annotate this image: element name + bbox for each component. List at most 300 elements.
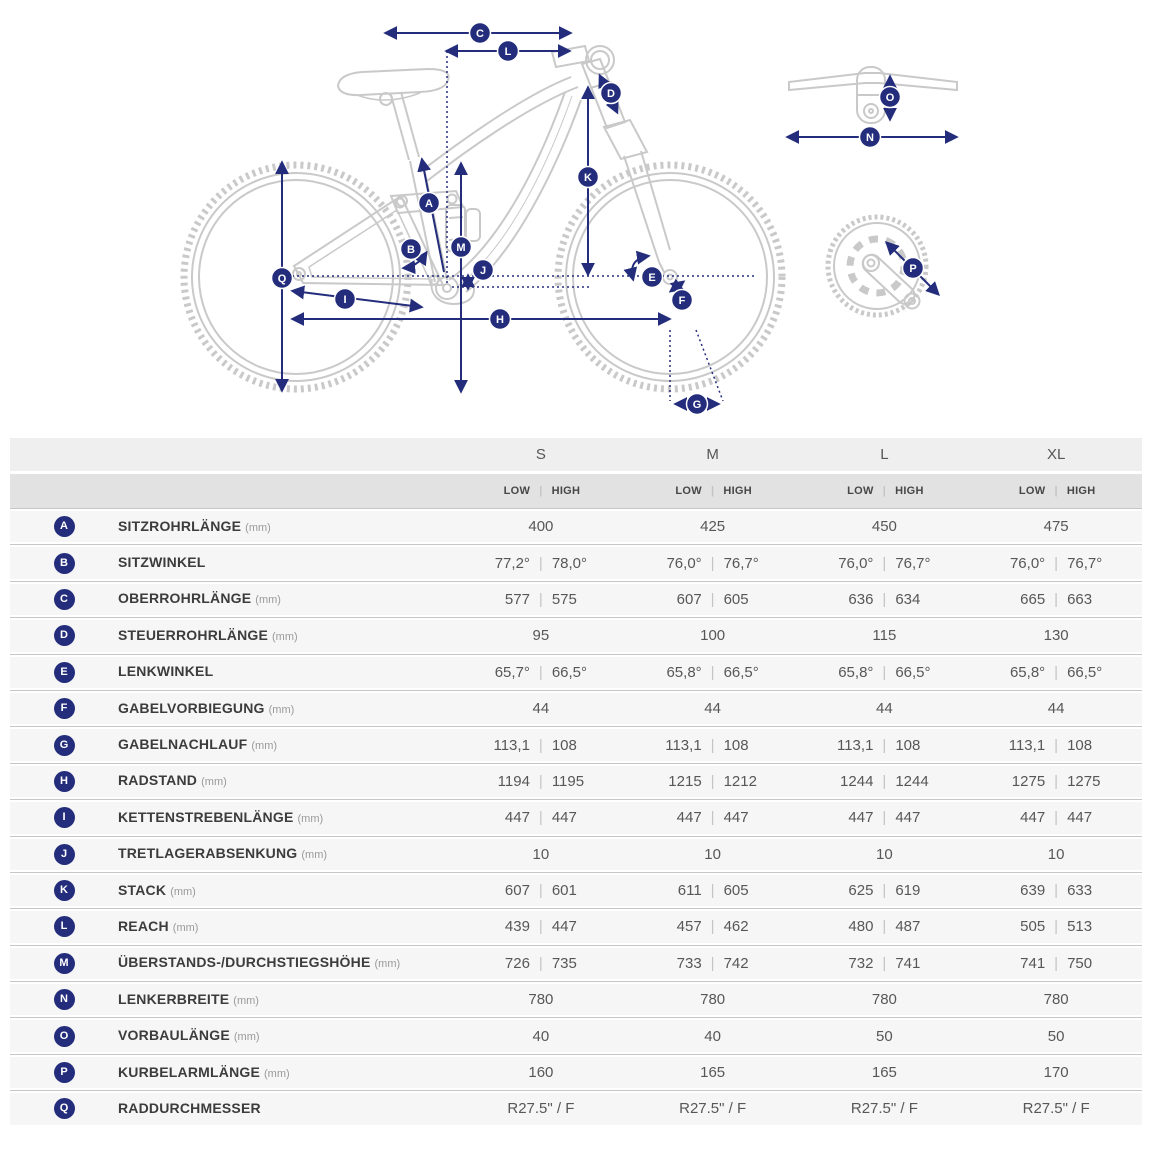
row-label-cell <box>118 882 455 900</box>
low-value: 733 <box>676 954 702 972</box>
value-cell-N-M <box>627 991 799 1008</box>
low-value: 1194 <box>497 772 530 790</box>
separator: | <box>538 882 543 900</box>
single-value: 400 <box>528 518 554 536</box>
value-cell-L-M <box>627 918 799 935</box>
single-value: 50 <box>1047 1027 1065 1045</box>
table-row-P <box>10 1054 1142 1090</box>
single-value: 44 <box>704 700 721 718</box>
row-label-cell <box>118 627 455 645</box>
separator: | <box>710 918 715 936</box>
separator: | <box>1054 485 1058 497</box>
badge-cell <box>10 698 118 719</box>
separator: | <box>1054 736 1059 754</box>
high-value: 601 <box>551 882 577 900</box>
high-value: 663 <box>1067 590 1093 608</box>
high-value: 108 <box>723 736 749 754</box>
frame-icon <box>410 77 581 292</box>
marker-badge-letter: P <box>909 262 917 275</box>
single-value: 165 <box>700 1064 726 1082</box>
badge-cell <box>10 1098 118 1119</box>
low-label: LOW <box>1018 485 1046 497</box>
single-value: 165 <box>871 1064 897 1082</box>
single-value: 100 <box>700 627 726 645</box>
high-value: 78,0° <box>551 554 588 572</box>
bike-geometry-diagram <box>0 0 1152 438</box>
separator: | <box>538 736 543 754</box>
separator: | <box>710 954 715 972</box>
separator: | <box>882 772 887 790</box>
single-value: 44 <box>1047 700 1065 718</box>
low-value: 77,2° <box>494 554 530 572</box>
high-value: 575 <box>551 590 577 608</box>
size-header-M <box>627 446 799 463</box>
value-cell-I-L <box>799 809 971 826</box>
lowhigh-header-L <box>799 485 971 497</box>
value-cell-A-S <box>455 518 627 535</box>
separator: | <box>538 554 543 572</box>
row-unit: (mm) <box>251 740 278 753</box>
row-label-cell <box>118 809 455 827</box>
table-row-O <box>10 1017 1142 1053</box>
low-value: 607 <box>676 590 702 608</box>
separator: | <box>882 882 887 900</box>
high-label: HIGH <box>1066 485 1096 497</box>
badge-cell <box>10 880 118 901</box>
single-value: 40 <box>704 1027 721 1045</box>
low-value: 1215 <box>668 772 702 790</box>
low-value: 447 <box>1020 809 1046 827</box>
row-marker-badge-C: C <box>54 589 75 610</box>
row-label: SITZWINKEL <box>118 554 206 571</box>
low-value: 439 <box>504 918 530 936</box>
value-cell-G-L <box>799 737 971 754</box>
badge-cell <box>10 516 118 537</box>
marker-badge-letter: N <box>866 131 874 144</box>
high-value: 487 <box>895 918 921 936</box>
high-value: 1195 <box>551 772 585 790</box>
single-value: 450 <box>871 518 897 536</box>
value-cell-M-XL <box>970 955 1142 972</box>
value-cell-L-XL <box>970 918 1142 935</box>
value-cell-A-XL <box>970 518 1142 535</box>
value-cell-J-L <box>799 846 971 863</box>
low-value: 639 <box>1020 882 1046 900</box>
separator: | <box>710 736 715 754</box>
row-label: KETTENSTREBENLÄNGE <box>118 808 294 825</box>
row-marker-badge-D: D <box>54 625 75 646</box>
row-unit: (mm) <box>272 630 298 643</box>
row-label-cell <box>118 991 455 1009</box>
row-marker-badge-L: L <box>54 916 75 937</box>
row-label: ÜBERSTANDS-/DURCHSTIEGSHÖHE <box>118 954 371 971</box>
single-value: R27.5" / F <box>1022 1100 1090 1118</box>
separator: | <box>710 882 715 900</box>
separator: | <box>1054 882 1059 900</box>
single-value: 780 <box>871 991 897 1009</box>
single-value: 130 <box>1043 627 1069 645</box>
marker-badge-letter: I <box>343 293 347 306</box>
row-label-cell <box>118 663 455 681</box>
row-label-cell <box>118 918 455 936</box>
value-cell-L-L <box>799 918 971 935</box>
row-marker-badge-A: A <box>54 516 75 537</box>
low-value: 447 <box>504 809 530 827</box>
low-value: 726 <box>504 954 530 972</box>
value-cell-P-S <box>455 1064 627 1081</box>
high-value: 462 <box>723 918 749 936</box>
row-unit: (mm) <box>264 1067 290 1080</box>
size-header-S <box>455 446 627 463</box>
marker-badge-letter: E <box>648 271 656 284</box>
table-row-H <box>10 763 1142 799</box>
row-label-cell <box>118 554 455 572</box>
low-label: LOW <box>503 485 531 497</box>
handlebar-top-view-icon <box>789 67 957 123</box>
separator: | <box>1054 918 1059 936</box>
high-label: HIGH <box>551 485 581 497</box>
single-value: R27.5" / F <box>507 1100 575 1118</box>
value-cell-C-L <box>799 591 971 608</box>
high-value: 66,5° <box>551 663 588 681</box>
separator: | <box>1054 590 1059 608</box>
low-value: 732 <box>848 954 874 972</box>
value-cell-A-M <box>627 518 799 535</box>
value-cell-O-M <box>627 1028 799 1045</box>
value-cell-E-L <box>799 664 971 681</box>
single-value: 44 <box>876 700 893 718</box>
high-value: 447 <box>1067 809 1093 827</box>
high-value: 76,7° <box>895 554 931 572</box>
separator: | <box>710 590 715 608</box>
separator: | <box>538 809 543 827</box>
separator: | <box>882 736 887 754</box>
row-unit: (mm) <box>255 594 281 607</box>
row-unit: (mm) <box>301 849 328 862</box>
low-value: 65,8° <box>838 663 874 681</box>
value-cell-P-M <box>627 1064 799 1081</box>
low-value: 113,1 <box>836 736 874 754</box>
high-value: 66,5° <box>1067 663 1103 681</box>
value-cell-D-XL <box>970 627 1142 644</box>
separator: | <box>710 772 715 790</box>
value-cell-C-M <box>627 591 799 608</box>
high-value: 741 <box>895 954 921 972</box>
high-value: 1244 <box>895 772 929 790</box>
value-cell-Q-XL <box>970 1100 1142 1117</box>
high-value: 513 <box>1067 918 1093 936</box>
table-row-Q <box>10 1090 1142 1126</box>
high-value: 447 <box>895 809 921 827</box>
table-row-K <box>10 872 1142 908</box>
marker-badge-letter: F <box>678 294 686 307</box>
table-row-F <box>10 690 1142 726</box>
row-marker-badge-I: I <box>54 807 75 828</box>
separator: | <box>1054 809 1059 827</box>
geometry-diagram-svg <box>0 0 1152 438</box>
value-cell-H-M <box>627 773 799 790</box>
row-unit: (mm) <box>172 921 199 934</box>
single-value: 115 <box>872 627 897 645</box>
value-cell-I-XL <box>970 809 1142 826</box>
single-value: 95 <box>532 627 550 645</box>
value-cell-J-M <box>627 846 799 863</box>
separator: | <box>1054 772 1059 790</box>
single-value: R27.5" / F <box>850 1100 918 1118</box>
lowhigh-header-M <box>627 485 799 497</box>
separator: | <box>882 954 887 972</box>
badge-cell <box>10 1026 118 1047</box>
high-value: 447 <box>551 918 577 936</box>
row-label: LENKWINKEL <box>118 663 214 680</box>
lowhigh-header-XL <box>970 485 1142 497</box>
low-value: 65,7° <box>494 663 530 681</box>
low-value: 457 <box>676 918 702 936</box>
row-label-cell <box>118 700 455 718</box>
value-cell-G-M <box>627 737 799 754</box>
value-cell-N-L <box>799 991 971 1008</box>
low-value: 480 <box>848 918 874 936</box>
high-value: 447 <box>723 809 749 827</box>
value-cell-C-S <box>455 591 627 608</box>
table-row-A <box>10 508 1142 544</box>
separator: | <box>539 485 543 497</box>
table-row-B <box>10 544 1142 580</box>
separator: | <box>710 554 715 572</box>
value-cell-O-S <box>455 1028 627 1045</box>
low-high-header-row <box>10 474 1142 508</box>
saddle-icon <box>338 69 449 160</box>
separator: | <box>710 485 715 497</box>
value-cell-B-S <box>455 555 627 572</box>
high-value: 1212 <box>723 772 757 790</box>
value-cell-A-L <box>799 518 971 535</box>
low-value: 113,1 <box>1008 736 1046 754</box>
row-marker-badge-O: O <box>54 1026 75 1047</box>
separator: | <box>538 663 543 681</box>
row-label: VORBAULÄNGE <box>118 1027 230 1044</box>
separator: | <box>538 918 543 936</box>
badge-cell <box>10 1062 118 1083</box>
row-label: REACH <box>118 917 169 934</box>
value-cell-M-M <box>627 955 799 972</box>
row-label: SITZROHRLÄNGE <box>118 517 242 534</box>
row-label: OBERROHRLÄNGE <box>118 590 252 607</box>
low-value: 577 <box>504 590 530 608</box>
value-cell-E-XL <box>970 664 1142 681</box>
row-label: RADDURCHMESSER <box>118 1099 261 1116</box>
marker-badge-letter: B <box>407 243 415 256</box>
row-marker-badge-G: G <box>54 735 75 756</box>
row-marker-badge-Q: Q <box>54 1098 75 1119</box>
row-label-cell <box>118 954 455 972</box>
marker-badge-letter: K <box>584 171 592 184</box>
table-row-D <box>10 617 1142 653</box>
badge-cell <box>10 662 118 683</box>
separator: | <box>710 809 715 827</box>
marker-badge-letter: D <box>607 87 615 100</box>
row-marker-badge-N: N <box>54 989 75 1010</box>
low-value: 76,0° <box>666 554 702 572</box>
marker-badge-letter: G <box>692 398 702 411</box>
separator: | <box>1054 663 1059 681</box>
separator: | <box>1054 554 1059 572</box>
separator: | <box>882 590 887 608</box>
value-cell-K-L <box>799 882 971 899</box>
separator: | <box>538 954 543 972</box>
separator: | <box>710 663 715 681</box>
value-cell-I-S <box>455 809 627 826</box>
row-marker-badge-K: K <box>54 880 75 901</box>
value-cell-M-S <box>455 955 627 972</box>
low-value: 76,0° <box>1009 554 1046 572</box>
value-cell-Q-M <box>627 1100 799 1117</box>
table-row-L <box>10 908 1142 944</box>
high-value: 735 <box>551 954 577 972</box>
value-cell-D-M <box>627 627 799 644</box>
single-value: 160 <box>528 1064 554 1082</box>
high-value: 76,7° <box>723 554 759 572</box>
value-cell-N-S <box>455 991 627 1008</box>
row-unit: (mm) <box>374 958 401 971</box>
separator: | <box>538 590 543 608</box>
row-label-cell <box>118 1064 455 1082</box>
value-cell-P-L <box>799 1064 971 1081</box>
high-label: HIGH <box>723 485 753 497</box>
value-cell-F-L <box>799 700 971 717</box>
geometry-table-body <box>10 508 1142 1127</box>
low-value: 447 <box>676 809 702 827</box>
badge-cell <box>10 625 118 646</box>
value-cell-I-M <box>627 809 799 826</box>
rear-wheel-icon <box>184 165 408 389</box>
value-cell-L-S <box>455 918 627 935</box>
high-value: 742 <box>723 954 749 972</box>
high-value: 66,5° <box>895 663 931 681</box>
value-cell-B-L <box>799 555 971 572</box>
value-cell-E-M <box>627 664 799 681</box>
size-header-row <box>10 438 1142 471</box>
single-value: 780 <box>1043 991 1069 1009</box>
marker-badge-letter: M <box>456 241 466 254</box>
single-value: 425 <box>700 518 726 536</box>
marker-badge-letter: Q <box>277 272 287 285</box>
row-label-cell <box>118 772 455 790</box>
single-value: 170 <box>1043 1064 1069 1082</box>
value-cell-B-XL <box>970 555 1142 572</box>
value-cell-K-S <box>455 882 627 899</box>
high-value: 66,5° <box>723 663 759 681</box>
table-row-M <box>10 945 1142 981</box>
value-cell-D-S <box>455 627 627 644</box>
single-value: 10 <box>876 845 893 863</box>
single-value: 10 <box>704 845 721 863</box>
marker-badge-letter: L <box>504 45 512 58</box>
row-marker-badge-B: B <box>54 553 75 574</box>
value-cell-Q-S <box>455 1100 627 1117</box>
high-value: 619 <box>895 882 921 900</box>
value-cell-K-M <box>627 882 799 899</box>
table-row-C <box>10 581 1142 617</box>
badge-cell <box>10 553 118 574</box>
row-unit: (mm) <box>233 1031 260 1044</box>
single-value: R27.5" / F <box>679 1100 747 1118</box>
high-value: 605 <box>723 882 749 900</box>
single-value: 780 <box>700 991 726 1009</box>
row-unit: (mm) <box>268 703 295 716</box>
row-label: STEUERROHRLÄNGE <box>118 626 269 643</box>
fork-icon <box>552 46 670 272</box>
low-value: 65,8° <box>1009 663 1046 681</box>
value-cell-N-XL <box>970 991 1142 1008</box>
value-cell-J-S <box>455 846 627 863</box>
high-value: 108 <box>551 736 577 754</box>
row-unit: (mm) <box>170 885 196 898</box>
high-value: 108 <box>895 736 921 754</box>
value-cell-F-XL <box>970 700 1142 717</box>
badge-cell <box>10 807 118 828</box>
separator: | <box>882 554 887 572</box>
low-value: 113,1 <box>665 736 702 754</box>
value-cell-H-L <box>799 773 971 790</box>
row-label-cell <box>118 1027 455 1045</box>
geometry-table <box>10 438 1142 1127</box>
row-label: TRETLAGERABSENKUNG <box>118 845 298 862</box>
high-value: 1275 <box>1067 772 1101 790</box>
size-header-label: XL <box>1046 446 1066 463</box>
value-cell-G-S <box>455 737 627 754</box>
low-value: 625 <box>848 882 874 900</box>
low-value: 607 <box>504 882 530 900</box>
row-label: GABELVORBIEGUNG <box>118 699 265 716</box>
table-row-J <box>10 836 1142 872</box>
row-marker-badge-J: J <box>54 844 75 865</box>
single-value: 10 <box>1047 845 1065 863</box>
value-cell-M-L <box>799 955 971 972</box>
value-cell-H-S <box>455 773 627 790</box>
high-value: 634 <box>895 590 921 608</box>
marker-badge-letter: H <box>496 313 504 326</box>
separator: | <box>1054 954 1059 972</box>
row-marker-badge-E: E <box>54 662 75 683</box>
value-cell-H-XL <box>970 773 1142 790</box>
single-value: 44 <box>532 700 550 718</box>
badge-cell <box>10 589 118 610</box>
separator: | <box>882 809 887 827</box>
row-label-cell <box>118 518 455 536</box>
separator: | <box>882 485 887 497</box>
value-cell-E-S <box>455 664 627 681</box>
row-marker-badge-F: F <box>54 698 75 719</box>
single-value: 475 <box>1043 518 1069 536</box>
marker-badge-letter: C <box>476 27 484 40</box>
high-value: 605 <box>723 590 749 608</box>
low-value: 65,8° <box>666 663 702 681</box>
low-label: LOW <box>675 485 702 497</box>
value-cell-O-XL <box>970 1028 1142 1045</box>
single-value: 780 <box>528 991 554 1009</box>
high-value: 633 <box>1067 882 1093 900</box>
row-label-cell <box>118 736 455 754</box>
marker-badge-letter: J <box>479 264 487 277</box>
high-value: 447 <box>551 809 577 827</box>
separator: | <box>882 663 887 681</box>
row-label: GABELNACHLAUF <box>118 736 248 753</box>
high-value: 76,7° <box>1067 554 1103 572</box>
single-value: 10 <box>532 845 550 863</box>
marker-badge-letter: O <box>885 91 895 104</box>
size-header-label: L <box>880 446 889 463</box>
